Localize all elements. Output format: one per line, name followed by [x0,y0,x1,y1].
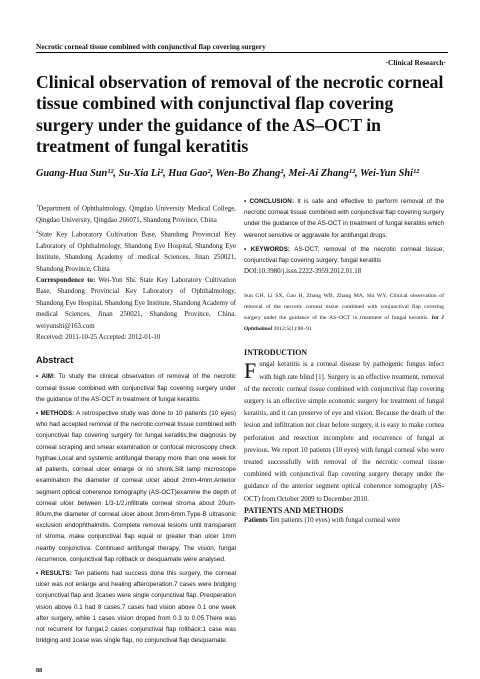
affiliation-2-sup: 2 [36,229,39,235]
correspondence-label: Correspondence to: [36,277,96,285]
left-column [36,200,236,646]
abstract-conclusion [244,196,444,241]
doi: DOI:10.3980/j.issn.2222-3959.2012.01.18 [244,268,362,276]
affiliation-1-text: Department of Ophthalmology, Qingdao University Medical College, Qingdao University, Qingdao 266071, Shandong Province, China [36,205,236,224]
affiliation-1 [36,200,236,226]
section-label: ·Clinical Research· [385,58,446,67]
aim-text: To study the clinical observation of removal of the necrotic corneal tissue combined with conjunctival flap covering surgery under the guidance of the AS-OCT in treatment of fungal keratitis. [36,373,236,403]
correspondence-text: Wei-Yun Shi. State Key Laboratory Cultivation Base, Shandong Provincial Key Laboratory of Ophthalmology, Shandong Eye Hospital, Shandong Eye Institute, Shandong Academy of medical Sciences, Jinan 250021, Shandong Province, China. weiyunshi@163.com [36,277,236,330]
intro-heading: INTRODUCTION [244,348,308,358]
patients-methods-heading: PATIENTS AND METHODS [244,505,344,515]
intro-paragraph [244,359,444,505]
right-column [244,196,444,527]
author-list: Guang-Hua Sun¹², Su-Xia Li², Hua Gao², Wen-Bo Zhang², Mei-Ai Zhang¹², Wei-Yun Shi¹² [36,168,420,179]
patients-text: Ten patients (10 eyes) with fungal corneal were [267,516,401,524]
aim-label: • AIM: [36,373,56,381]
abstract-results-start [36,568,236,646]
methods-text: A retrospective study was done to 10 patients (10 eyes) who had accepted removal of the necrotic corneal tissue combined with conjunctival flap covering surgery for fungal keratitis,the diagnosis by corneal scraping and smear examination or confocal microscopy check hyphae.Local and systemic antifungal therapy more than one week for all patients, corneal ulcer enlarge or no shrink.Slit lamp microscope examination the diameter of corneal ulcer about 2mm-4mm.Anterior segment optical coherence tomography (AS-OCT)examine the depth of corneal ulcer between 1/3-1/2,infiltrate corneal stroma about 20um-80um,the diameter of corneal ulcer about 3mm-6mm.Type-B ultrasonic exclusion endophthalmitis. Complete removal lesions until transparent of stroma, make conjunctival flap equal or greater than ulcer 1mm nearby conjunctiva. Continued antifungal therapy. The vision, fungal recurrence, conjunctival flap rollback or desquamate were analysed. [36,410,236,563]
abstract-aim [36,371,236,405]
conclusion-label: • CONCLUSION: [244,198,294,205]
conclusion-text: It is safe and effective to perform removal of the necrotic corneal tissue combined with conjunctival flap covering surgery under the guidance of the AS-OCT in treatment of fungal keratitis which werenot sensitive or aggravate for antifungal drugs. [244,198,444,239]
affiliation-1-sup: 1 [36,203,39,208]
abstract-methods [36,408,236,565]
article-title: Clinical observation of removal of the necrotic corneal tissue combined with conjunctival flap covering surgery under the guidance of the AS–OCT in treatment of fungal keratitis [36,72,444,157]
citation-tail: 2012;5(1):88–91 [272,325,312,332]
affiliation-2 [36,226,236,275]
patients-paragraph [244,515,444,527]
affiliation-2-text: State Key Laboratory Cultivation Base, Shandong Provincial Key Laboratory of Ophthalmology, Shandong Eye Hospital, Shandong Eye Institute, Shandong Academy of medical Sciences, Jinan 250021, Shandong Province, China [36,231,236,273]
results-label: • RESULTS: [36,569,72,577]
header-rule [36,52,448,53]
patients-label: Patients [244,516,268,524]
citation-journal: Int J Ophthalmol [244,314,444,332]
keywords-label: • KEYWORDS: [244,245,290,253]
citation [244,291,444,334]
correspondence [36,275,236,332]
methods-label: • METHODS: [36,410,75,418]
citation-text: Sun GH, Li SX, Gao H, Zhang WB, Zhang MA, Shi WY. Clinical observation of removal of the necrotic corneal tissue combined with conjunctival flap covering surgery under the guidance of the AS–OCT in treatment of fungal keratitis. [244,293,444,321]
results-text: Ten patients had success done this surgery, the corneal ulcer was not enlarge and healing afteroperation.7 cases were bridging conjunctival flap and 3cases were single conjunctival flap. Preoperation vision above 0.1 had 8 cases,7 cases had vision above 0.1 one week after surgery, while 1 cases vision droped from 0.3 to 0.05.There was not recurrent for fungal,2 cases conjunctival flap rollback:1 case was bridging and 1case was single flap, no conjunctival flap desquamate. [36,569,236,645]
intro-text: ungal keratitis is a corneal disease by pathogenic fungus infect with high rate blind [1]. Surgery is an effective treatment, removal of the necrotic corneal tissue combined with conjunctival flap covering surgery is an effective simple economic surgery for treatment of fungal keratitis, and it can preserve of eye and vision. Because the death of the lesion and infiltration not clear before surgery, it is easy to make cornea perforation and resection incomplete and recurrence of fungal at previous. We report 10 patients (10 eyes) with fungal corneal who were treated successfully with removal of the necrotic corneal tissue combined with conjunctival flap covering surgery therapy under the guidance of the anterior segment optical coherence tomography (AS-OCT) from October 2009 to December 2010. [244,361,444,503]
keywords-text: AS-OCT; removal of the necrotic corneal tissue; conjunctival flap covering surgery; fungal keratitis [244,245,444,265]
drop-cap: F [244,358,257,384]
received-accepted: Received: 2011-10-25 Accepted: 2012-01-10 [36,334,161,342]
page-number: 88 [36,667,43,674]
abstract-keywords [244,244,444,266]
abstract-heading: Abstract [36,355,74,366]
running-head: Necrotic corneal tissue combined with conjunctival flap covering surgery [36,42,266,51]
